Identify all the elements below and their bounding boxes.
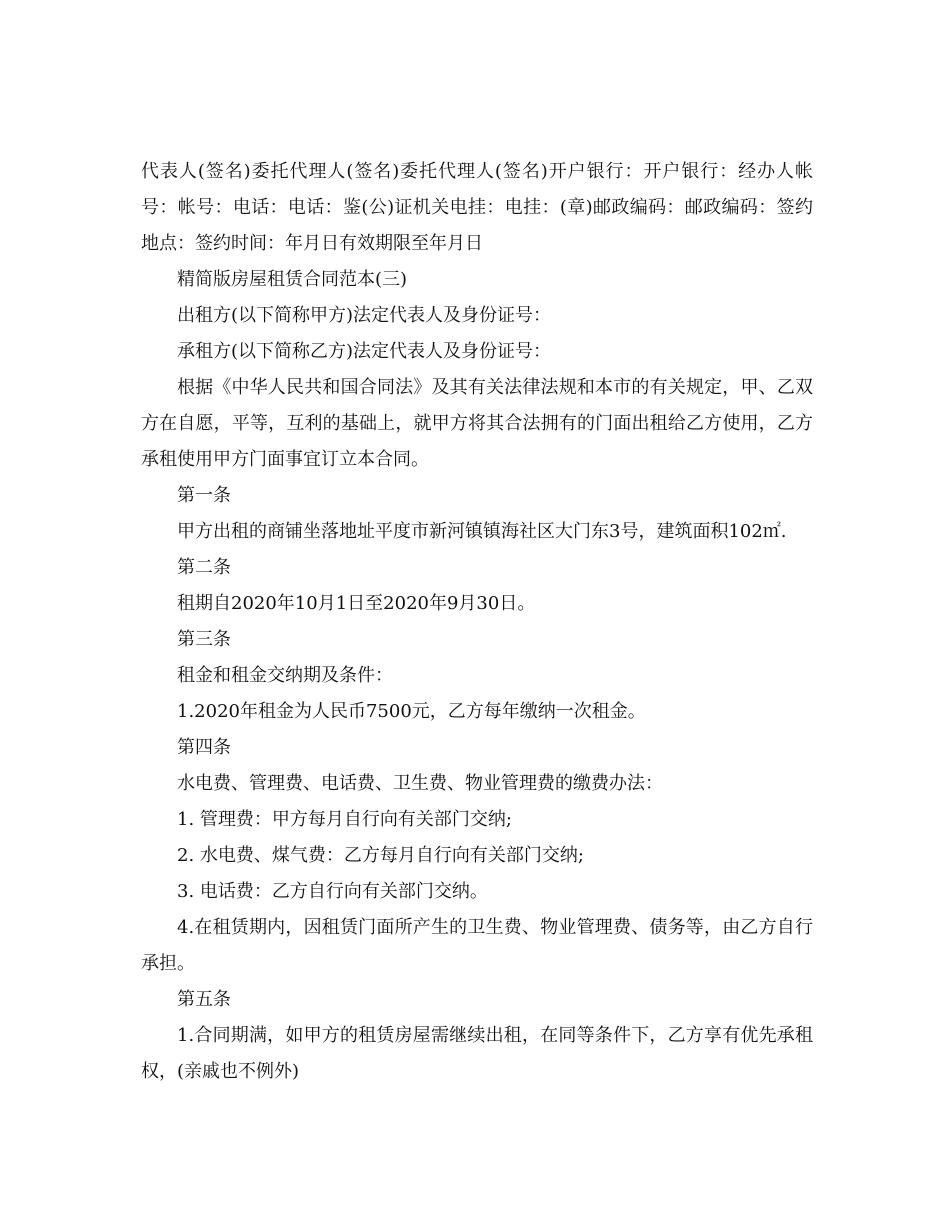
article-4-body: 水电费、管理费、电话费、卫生费、物业管理费的缴费办法：	[177, 773, 663, 794]
article-3-item-1: 1.2020年租金为人民币7500元，乙方每年缴纳一次租金。	[177, 701, 646, 722]
article-2-heading: 第二条	[177, 557, 231, 578]
contract-title: 精简版房屋租赁合同范本(三)	[177, 269, 408, 290]
article-4-heading: 第四条	[177, 737, 231, 758]
signature-block-paragraph: 代表人(签名)委托代理人(签名)委托代理人(签名)开户银行：开户银行：经办人帐号：帐号：电话：电话：鉴(公)证机关电挂：电挂：(章)邮政编码：邮政编码：签约地点：签约时间：年月日有效期限至年月日	[141, 161, 813, 254]
lessor-line: 出租方(以下简称甲方)法定代表人及身份证号：	[177, 305, 552, 326]
article-5-heading: 第五条	[177, 989, 231, 1010]
article-2-body: 租期自2020年10月1日至2020年9月30日。	[177, 593, 536, 614]
article-1-heading: 第一条	[177, 485, 231, 506]
preamble-paragraph: 根据《中华人民共和国合同法》及其有关法律法规和本市的有关规定，甲、乙双方在自愿，平等，互利的基础上，就甲方将其合法拥有的门面出租给乙方使用，乙方承租使用甲方门面事宜订立本合同。	[141, 377, 813, 470]
article-4-item-2: 2. 水电费、煤气费：乙方每月自行向有关部门交纳;	[177, 845, 584, 866]
document-body	[141, 154, 813, 1090]
article-4-item-4: 4.在租赁期内，因租赁门面所产生的卫生费、物业管理费、债务等，由乙方自行承担。	[141, 917, 813, 974]
article-5-item-1: 1.合同期满，如甲方的租赁房屋需继续出租，在同等条件下，乙方享有优先承租权，(亲戚也不例外)	[141, 1025, 813, 1082]
article-1-body: 甲方出租的商铺坐落地址平度市新河镇镇海社区大门东3号，建筑面积102㎡.	[177, 521, 787, 542]
article-3-body: 租金和租金交纳期及条件：	[177, 665, 393, 686]
article-4-item-1: 1. 管理费：甲方每月自行向有关部门交纳;	[177, 809, 512, 830]
lessee-line: 承租方(以下简称乙方)法定代表人及身份证号：	[177, 341, 552, 362]
article-4-item-3: 3. 电话费：乙方自行向有关部门交纳。	[177, 881, 488, 902]
article-3-heading: 第三条	[177, 629, 231, 650]
